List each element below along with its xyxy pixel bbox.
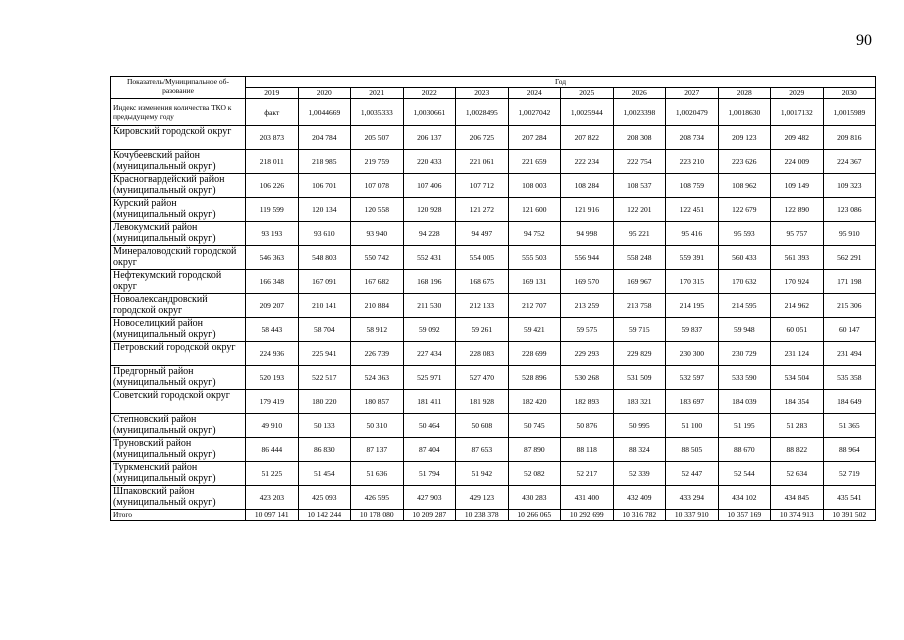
year-header: 2023 — [456, 88, 509, 99]
table-cell: 50 995 — [613, 414, 666, 438]
table-cell: 231 124 — [771, 342, 824, 366]
table-cell: 52 447 — [666, 462, 719, 486]
table-cell: 52 634 — [771, 462, 824, 486]
table-cell: 121 272 — [456, 198, 509, 222]
table-cell: 94 228 — [403, 222, 456, 246]
row-label: Петровский городской округ — [111, 342, 246, 366]
table-cell: 213 758 — [613, 294, 666, 318]
table-cell: 50 464 — [403, 414, 456, 438]
table-cell: 222 234 — [561, 150, 614, 174]
table-cell: 432 409 — [613, 486, 666, 510]
table-cell: 86 830 — [298, 438, 351, 462]
table-cell: 209 482 — [771, 126, 824, 150]
table-cell: 86 444 — [246, 438, 299, 462]
table-row — [111, 366, 876, 390]
table-cell: 221 659 — [508, 150, 561, 174]
table-cell: 182 893 — [561, 390, 614, 414]
table-cell: 10 316 782 — [613, 510, 666, 521]
table-cell: 58 443 — [246, 318, 299, 342]
table-row — [111, 342, 876, 366]
table-cell: 93 193 — [246, 222, 299, 246]
table-cell: 218 011 — [246, 150, 299, 174]
table-cell: 59 261 — [456, 318, 509, 342]
table-cell: 10 374 913 — [771, 510, 824, 521]
table-cell: 562 291 — [823, 246, 876, 270]
row-label: Шпаковский район (муниципальный округ) — [111, 486, 246, 510]
table-cell: 223 626 — [718, 150, 771, 174]
table-cell: 522 517 — [298, 366, 351, 390]
table-cell: 204 784 — [298, 126, 351, 150]
table-cell: 58 704 — [298, 318, 351, 342]
table-cell: 530 268 — [561, 366, 614, 390]
table-cell: 95 416 — [666, 222, 719, 246]
table-cell: 95 593 — [718, 222, 771, 246]
table-cell: 231 494 — [823, 342, 876, 366]
table-cell: 1,0023398 — [613, 99, 666, 126]
table-cell: 166 348 — [246, 270, 299, 294]
table-cell: 59 092 — [403, 318, 456, 342]
table-cell: 224 367 — [823, 150, 876, 174]
table-cell: 180 220 — [298, 390, 351, 414]
table-cell: 167 091 — [298, 270, 351, 294]
table-cell: 171 198 — [823, 270, 876, 294]
table-cell: 109 149 — [771, 174, 824, 198]
row-label: Красногвардейский район (муниципальный округ) — [111, 174, 246, 198]
table-cell: 59 575 — [561, 318, 614, 342]
table-cell: 214 595 — [718, 294, 771, 318]
table-cell: 208 308 — [613, 126, 666, 150]
table-row — [111, 150, 876, 174]
table-cell: 120 134 — [298, 198, 351, 222]
table-cell: 106 701 — [298, 174, 351, 198]
table-cell: 52 082 — [508, 462, 561, 486]
table-cell: 87 890 — [508, 438, 561, 462]
table-cell: 95 757 — [771, 222, 824, 246]
row-label: Кочубеевский район (муниципальный округ) — [111, 150, 246, 174]
table-cell: 10 357 169 — [718, 510, 771, 521]
table-cell: 214 962 — [771, 294, 824, 318]
table-cell: 51 942 — [456, 462, 509, 486]
table-cell: 548 803 — [298, 246, 351, 270]
table-cell: 525 971 — [403, 366, 456, 390]
year-group-header: Год — [246, 77, 876, 88]
table-cell: 169 967 — [613, 270, 666, 294]
row-label: Итого — [111, 510, 246, 521]
table-cell: 108 962 — [718, 174, 771, 198]
year-header: 2026 — [613, 88, 666, 99]
table-cell: 219 759 — [351, 150, 404, 174]
table-cell: 95 221 — [613, 222, 666, 246]
table-cell: 94 998 — [561, 222, 614, 246]
table-cell: 214 195 — [666, 294, 719, 318]
row-label: Минераловодский городской округ — [111, 246, 246, 270]
table-cell: 555 503 — [508, 246, 561, 270]
table-row — [111, 390, 876, 414]
year-header: 2022 — [403, 88, 456, 99]
table-cell: 556 944 — [561, 246, 614, 270]
table-cell: 184 039 — [718, 390, 771, 414]
table-cell: 50 876 — [561, 414, 614, 438]
table-cell: 426 595 — [351, 486, 404, 510]
table-cell: 59 948 — [718, 318, 771, 342]
table-cell: 60 147 — [823, 318, 876, 342]
table-cell: 211 530 — [403, 294, 456, 318]
table-cell: 558 248 — [613, 246, 666, 270]
table-cell: 123 086 — [823, 198, 876, 222]
table-cell: 1,0028495 — [456, 99, 509, 126]
table-cell: 51 283 — [771, 414, 824, 438]
table-cell: 10 178 080 — [351, 510, 404, 521]
table-row — [111, 414, 876, 438]
table-cell: 10 266 065 — [508, 510, 561, 521]
table-cell: 88 118 — [561, 438, 614, 462]
table-cell: 121 600 — [508, 198, 561, 222]
table-cell: 51 794 — [403, 462, 456, 486]
table-cell: 52 217 — [561, 462, 614, 486]
table-cell: 223 210 — [666, 150, 719, 174]
table-cell: 532 597 — [666, 366, 719, 390]
table-cell: 229 829 — [613, 342, 666, 366]
row-label: Туркменский район (муниципальный округ) — [111, 462, 246, 486]
table-cell: 431 400 — [561, 486, 614, 510]
year-header: 2021 — [351, 88, 404, 99]
table-cell: 433 294 — [666, 486, 719, 510]
table-cell: 107 078 — [351, 174, 404, 198]
table-cell: 1,0035333 — [351, 99, 404, 126]
table-cell: 59 837 — [666, 318, 719, 342]
table-cell: 226 739 — [351, 342, 404, 366]
page-number: 90 — [856, 32, 872, 49]
table-cell: 210 141 — [298, 294, 351, 318]
table-cell: 10 391 502 — [823, 510, 876, 521]
table-cell: 1,0030661 — [403, 99, 456, 126]
table-row — [111, 270, 876, 294]
row-label: Предгорный район (муниципальный округ) — [111, 366, 246, 390]
table-cell: 561 393 — [771, 246, 824, 270]
table-cell: 210 884 — [351, 294, 404, 318]
table-cell: 425 093 — [298, 486, 351, 510]
table-cell: 122 451 — [666, 198, 719, 222]
table-cell: 10 142 244 — [298, 510, 351, 521]
table-cell: 88 822 — [771, 438, 824, 462]
table-cell: 170 632 — [718, 270, 771, 294]
table-cell: 107 712 — [456, 174, 509, 198]
table-row — [111, 318, 876, 342]
year-header: 2025 — [561, 88, 614, 99]
table-cell: 430 283 — [508, 486, 561, 510]
table-cell: 535 358 — [823, 366, 876, 390]
table-cell: 58 912 — [351, 318, 404, 342]
table-cell: 10 097 141 — [246, 510, 299, 521]
table-cell: 181 411 — [403, 390, 456, 414]
table-row — [111, 486, 876, 510]
table-cell: 108 759 — [666, 174, 719, 198]
table-cell: 122 890 — [771, 198, 824, 222]
table-cell: 435 541 — [823, 486, 876, 510]
table-cell: 434 845 — [771, 486, 824, 510]
table-cell: 120 928 — [403, 198, 456, 222]
table-cell: 1,0027042 — [508, 99, 561, 126]
table-cell: 95 910 — [823, 222, 876, 246]
table-cell: 122 201 — [613, 198, 666, 222]
table-cell: 106 226 — [246, 174, 299, 198]
year-header: 2024 — [508, 88, 561, 99]
table-cell: 552 431 — [403, 246, 456, 270]
table-cell: 212 707 — [508, 294, 561, 318]
table-cell: 52 544 — [718, 462, 771, 486]
table-row — [111, 198, 876, 222]
table-cell: 221 061 — [456, 150, 509, 174]
table-cell: 52 339 — [613, 462, 666, 486]
row-label: Нефтекумский городской округ — [111, 270, 246, 294]
row-label: Труновский район (муниципальный округ) — [111, 438, 246, 462]
table-cell: 434 102 — [718, 486, 771, 510]
header-row-group — [111, 77, 876, 88]
table-cell: 51 636 — [351, 462, 404, 486]
table-cell: 184 354 — [771, 390, 824, 414]
table-cell: 51 365 — [823, 414, 876, 438]
table-cell: 51 195 — [718, 414, 771, 438]
table-cell: 168 675 — [456, 270, 509, 294]
row-label: Степновский район (муниципальный округ) — [111, 414, 246, 438]
table-cell: 203 873 — [246, 126, 299, 150]
table-cell: 1,0025944 — [561, 99, 614, 126]
table-row — [111, 462, 876, 486]
table-cell: 87 404 — [403, 438, 456, 462]
table-row — [111, 222, 876, 246]
table-cell: 207 284 — [508, 126, 561, 150]
table-cell: 94 752 — [508, 222, 561, 246]
table-cell: 88 324 — [613, 438, 666, 462]
table-cell: 181 928 — [456, 390, 509, 414]
table-cell: 107 406 — [403, 174, 456, 198]
table-cell: 119 599 — [246, 198, 299, 222]
table-cell: 206 137 — [403, 126, 456, 150]
table-cell: 205 507 — [351, 126, 404, 150]
table-cell: 534 504 — [771, 366, 824, 390]
table-cell: 109 323 — [823, 174, 876, 198]
table-row — [111, 246, 876, 270]
table-cell: 528 896 — [508, 366, 561, 390]
table-cell: 93 940 — [351, 222, 404, 246]
table-cell: 222 754 — [613, 150, 666, 174]
table-cell: 183 697 — [666, 390, 719, 414]
table-cell: факт — [246, 99, 299, 126]
table-row — [111, 174, 876, 198]
index-row — [111, 99, 876, 126]
table-cell: 527 470 — [456, 366, 509, 390]
corner-header: Показатель/Муниципальное об-разование — [111, 77, 246, 99]
table-cell: 546 363 — [246, 246, 299, 270]
table-cell: 51 100 — [666, 414, 719, 438]
table-cell: 218 985 — [298, 150, 351, 174]
table-cell: 120 558 — [351, 198, 404, 222]
table-cell: 520 193 — [246, 366, 299, 390]
table-cell: 229 293 — [561, 342, 614, 366]
row-label: Советский городской округ — [111, 390, 246, 414]
table-cell: 209 123 — [718, 126, 771, 150]
table-cell: 169 570 — [561, 270, 614, 294]
table-cell: 59 715 — [613, 318, 666, 342]
table-cell: 88 670 — [718, 438, 771, 462]
table-cell: 213 259 — [561, 294, 614, 318]
table-cell: 88 964 — [823, 438, 876, 462]
table-cell: 179 419 — [246, 390, 299, 414]
table-cell: 167 682 — [351, 270, 404, 294]
table-cell: 121 916 — [561, 198, 614, 222]
table-row — [111, 438, 876, 462]
table-cell: 108 003 — [508, 174, 561, 198]
table-cell: 180 857 — [351, 390, 404, 414]
table-cell: 550 742 — [351, 246, 404, 270]
table-cell: 51 225 — [246, 462, 299, 486]
table-cell: 1,0015989 — [823, 99, 876, 126]
table-cell: 208 734 — [666, 126, 719, 150]
table-row — [111, 294, 876, 318]
total-row — [111, 510, 876, 521]
table-cell: 1,0020479 — [666, 99, 719, 126]
waste-volume-table — [110, 76, 876, 521]
year-header: 2029 — [771, 88, 824, 99]
row-label: Левокумский район (муниципальный округ) — [111, 222, 246, 246]
table-cell: 228 083 — [456, 342, 509, 366]
table-cell: 52 719 — [823, 462, 876, 486]
table-cell: 1,0018630 — [718, 99, 771, 126]
table-cell: 94 497 — [456, 222, 509, 246]
table-cell: 88 505 — [666, 438, 719, 462]
table-cell: 524 363 — [351, 366, 404, 390]
table-cell: 224 009 — [771, 150, 824, 174]
table-cell: 212 133 — [456, 294, 509, 318]
table-cell: 207 822 — [561, 126, 614, 150]
year-header: 2030 — [823, 88, 876, 99]
table-cell: 215 306 — [823, 294, 876, 318]
table-cell: 554 005 — [456, 246, 509, 270]
table-cell: 560 433 — [718, 246, 771, 270]
table-cell: 169 131 — [508, 270, 561, 294]
table-cell: 427 903 — [403, 486, 456, 510]
row-label: Кировский городской округ — [111, 126, 246, 150]
table-row — [111, 126, 876, 150]
table-cell: 531 509 — [613, 366, 666, 390]
table-cell: 206 725 — [456, 126, 509, 150]
row-label: Новоселицкий район (муниципальный округ) — [111, 318, 246, 342]
table-cell: 170 924 — [771, 270, 824, 294]
row-label: Курский район (муниципальный округ) — [111, 198, 246, 222]
row-label: Индекс изменения количества ТКО к предыдущему году — [111, 99, 246, 126]
table-cell: 50 745 — [508, 414, 561, 438]
table-cell: 87 137 — [351, 438, 404, 462]
table-cell: 10 337 910 — [666, 510, 719, 521]
table-cell: 170 315 — [666, 270, 719, 294]
table-cell: 184 649 — [823, 390, 876, 414]
year-header: 2028 — [718, 88, 771, 99]
table-cell: 559 391 — [666, 246, 719, 270]
table-cell: 108 284 — [561, 174, 614, 198]
table-cell: 10 238 378 — [456, 510, 509, 521]
table-cell: 108 537 — [613, 174, 666, 198]
table-cell: 209 816 — [823, 126, 876, 150]
table-cell: 122 679 — [718, 198, 771, 222]
table-cell: 10 209 287 — [403, 510, 456, 521]
table-cell: 429 123 — [456, 486, 509, 510]
year-header: 2019 — [246, 88, 299, 99]
table-cell: 224 936 — [246, 342, 299, 366]
table-cell: 50 310 — [351, 414, 404, 438]
table-cell: 423 203 — [246, 486, 299, 510]
table-cell: 49 910 — [246, 414, 299, 438]
year-header: 2020 — [298, 88, 351, 99]
table-cell: 1,0017132 — [771, 99, 824, 126]
year-header: 2027 — [666, 88, 719, 99]
row-label: Новоалександровский городской округ — [111, 294, 246, 318]
table-cell: 50 133 — [298, 414, 351, 438]
table-cell: 50 608 — [456, 414, 509, 438]
table-cell: 228 699 — [508, 342, 561, 366]
table-cell: 183 321 — [613, 390, 666, 414]
table-cell: 93 610 — [298, 222, 351, 246]
table-cell: 230 729 — [718, 342, 771, 366]
table-cell: 533 590 — [718, 366, 771, 390]
table-cell: 182 420 — [508, 390, 561, 414]
table-cell: 209 207 — [246, 294, 299, 318]
table-cell: 225 941 — [298, 342, 351, 366]
table-cell: 10 292 699 — [561, 510, 614, 521]
table-cell: 60 051 — [771, 318, 824, 342]
table-cell: 230 300 — [666, 342, 719, 366]
table-cell: 227 434 — [403, 342, 456, 366]
table-cell: 168 196 — [403, 270, 456, 294]
table-cell: 220 433 — [403, 150, 456, 174]
table-cell: 87 653 — [456, 438, 509, 462]
table-cell: 51 454 — [298, 462, 351, 486]
table-cell: 59 421 — [508, 318, 561, 342]
table-cell: 1,0044669 — [298, 99, 351, 126]
